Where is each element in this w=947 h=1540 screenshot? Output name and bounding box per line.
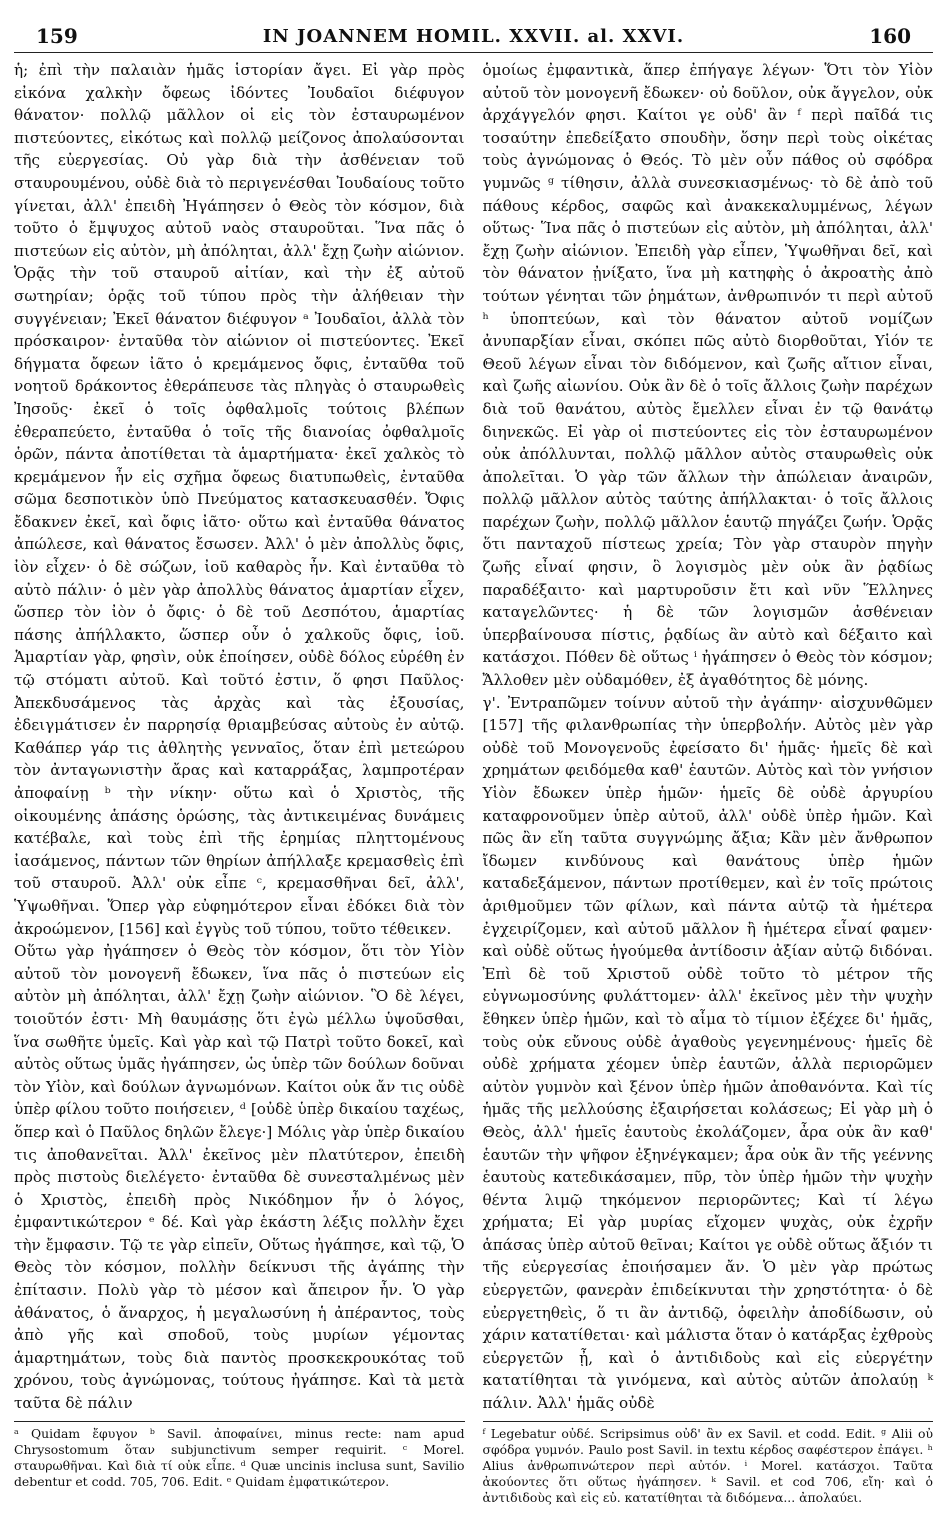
left-footnotes bbox=[14, 1421, 465, 1490]
left-page-number: 159 bbox=[36, 24, 78, 48]
right-footnote-text: ᶠ Legebatur οὐδέ. Scripsimus οὐδ' ἂν ex Savil. et codd. Edit. ᵍ Alii οὐ σφόδρα γυμνόν. Paulo post Savil. in textu κέρδος σαφέστερον ἐπάγει. ʰ Alius ἀνθρωπινώτερον περὶ αὐτόν. ⁱ Morel. κατάσχοι. Ταῦτα ἀκούοντες ὅτι οὕτως ἠγάπησεν. ᵏ Savil. et cod 706, εἴη· καὶ ὁ ἀντιδιδοὺς καὶ εἰς εὐ. κατατίθηται τὰ διδόμενα... ἀπολαύει. bbox=[482, 1425, 933, 1505]
running-header bbox=[14, 18, 933, 53]
right-paragraph-1: ὁμοίως ἐμφαντικὰ, ἅπερ ἐπήγαγε λέγων· Ὅτι τὸν Υἱὸν αὐτοῦ τὸν μονογενῆ ἔδωκεν· οὐ δοῦλον, οὐκ ἄγγελον, οὐκ ἀρχάγγελόν φησι. Καίτοι γε οὐδ' ἂν ᶠ περὶ παῖδά τις τοσαύτην ἐπεδείξατο σπουδὴν, ὅσην περὶ τοὺς οἰκέτας τοὺς ἀγνώμονας ὁ Θεός. Τὸ μὲν οὖν πάθος οὐ σφόδρα γυμνῶς ᵍ τίθησιν, ἀλλὰ συνεσκιασμένως· τὸ δὲ ἀπὸ τοῦ πάθους κέρδος, σαφῶς καὶ ἀνακεκαλυμμένως, λέγων οὕτως· Ἵνα πᾶς ὁ πιστεύων εἰς αὐτὸν, μὴ ἀπόληται, ἀλλ' ἔχῃ ζωὴν αἰώνιον. Ἐπειδὴ γὰρ εἶπεν, Ὑψωθῆναι δεῖ, καὶ τὸν θάνατον ᾐνίξατο, ἵνα μὴ κατηφὴς ὁ ἀκροατὴς ἀπὸ τούτων γένηται τῶν ῥημάτων, ἀνθρωπινόν τι περὶ αὐτοῦ ʰ ὑποπτεύων, καὶ τὸν θάνατον αὐτοῦ νομίζων ἀνυπαρξίαν εἶναι, σκόπει πῶς αὐτὸ διορθοῦται, Υἱόν τε Θεοῦ λέγων εἶναι τὸν διδόμενον, καὶ ζωῆς αἴτιον εἶναι, καὶ ζωῆς αἰωνίου. Οὐκ ἂν δὲ ὁ τοῖς ἄλλοις ζωὴν παρέχων διὰ τοῦ θανάτου, αὐτὸς ἔμελλεν εἶναι ἐν τῷ θανάτῳ διηνεκῶς. Εἰ γὰρ οἱ πιστεύοντες εἰς τὸν ἐσταυρωμένον οὐκ ἀπόλλυνται, πολλῷ μᾶλλον αὐτὸς σταυρωθεὶς οὐκ ἀπολεῖται. Ὁ γὰρ τῶν ἄλλων τὴν ἀπώλειαν ἀναιρῶν, πολλῷ μᾶλλον αὐτὸς ταύτης ἀπήλλακται· ὁ τοῖς ἄλλοις παρέχων ζωὴν, πολλῷ μᾶλλον ἑαυτῷ πηγάζει ζωήν. Ὁρᾷς ὅτι πανταχοῦ πίστεως χρεία; Τὸν γὰρ σταυρὸν πηγὴν ζωῆς εἶναί φησιν, ὃ λογισμὸς μὲν οὐκ ἂν ῥᾳδίως παραδέξαιτο· καὶ μαρτυροῦσιν ἔτι καὶ νῦν Ἕλληνες καταγελῶντες· ἡ δὲ τῶν λογισμῶν ἀσθένειαν ὑπερβαίνουσα πίστις, ῥᾳδίως ἂν αὐτὸ καὶ δέξαιτο καὶ κατάσχοι. Πόθεν δὲ οὕτως ⁱ ἠγάπησεν ὁ Θεὸς τὸν κόσμον; Ἄλλοθεν μὲν οὐδαμόθεν, ἐξ ἀγαθότητος δὲ μόνης. bbox=[482, 61, 933, 690]
left-footnote-text: ᵃ Quidam ἔφυγον ᵇ Savil. ἀποφαίνει, minus recte: nam apud Chrysostomum ὅταν subjunctivum semper requirit. ᶜ Morel. σταυρωθῆναι. Καὶ διὰ τί οὐκ εἶπε. ᵈ Quæ uncinis inclusa sunt, Savilio debentur et codd. 705, 706. Edit. ᵉ Quidam ἐμφατικώτερον. bbox=[14, 1425, 465, 1489]
right-footnotes bbox=[483, 1421, 934, 1506]
text-columns bbox=[14, 59, 933, 1506]
left-column bbox=[14, 59, 465, 1506]
right-page-number: 160 bbox=[869, 24, 911, 48]
right-paragraph-2: γ'. Ἐντραπῶμεν τοίνυν αὐτοῦ τὴν ἀγάπην· αἰσχυνθῶμεν [157] τῆς φιλανθρωπίας τὴν ὑπερβολήν. Αὐτὸς μὲν γὰρ οὐδὲ τοῦ Μονογενοῦς ἐφείσατο δι' ἡμᾶς· ἡμεῖς δὲ καὶ χρημάτων φειδόμεθα καθ' ἑαυτῶν. Αὐτὸς καὶ τὸν γνήσιον Υἱὸν ἔδωκεν ὑπὲρ ἡμῶν· ἡμεῖς δὲ οὐδὲ ἀργυρίου καταφρονοῦμεν ὑπὲρ αὐτοῦ, ἀλλ' οὐδὲ ὑπὲρ ἡμῶν. Καὶ πῶς ἂν εἴη ταῦτα συγγνώμης ἄξια; Κἂν μὲν ἄνθρωπον ἴδωμεν κινδύνους καὶ θανάτους ὑπὲρ ἡμῶν καταδεξάμενον, πάντων προτίθεμεν, καὶ ἐν τοῖς πρώτοις ἀριθμοῦμεν τῶν φίλων, καὶ πάντα αὐτῷ τὰ ἡμέτερα ἐγχειρίζομεν, καὶ αὐτοῦ μᾶλλον ἢ ἡμέτερα εἶναί φαμεν· καὶ οὐδὲ οὕτως ἡγούμεθα ἀντίδοσιν ἀξίαν αὐτῷ διδόναι. Ἐπὶ δὲ τοῦ Χριστοῦ οὐδὲ τοῦτο τὸ μέτρον τῆς εὐγνωμοσύνης φυλάττομεν· ἀλλ' ἐκεῖνος μὲν τὴν ψυχὴν ἔθηκεν ὑπὲρ ἡμῶν, καὶ τὸ αἷμα τὸ τίμιον ἐξέχεε δι' ἡμᾶς, τοὺς οὐκ εὔνους οὐδὲ ἀγαθοὺς γεγενημένους· ἡμεῖς δὲ οὐδὲ χρήματα χέομεν ὑπὲρ ἑαυτῶν, ἀλλὰ περιορῶμεν αὐτὸν γυμνὸν καὶ ξένον ὑπὲρ ἡμῶν ἀποθανόντα. Καὶ τίς ἡμᾶς τῆς μελλούσης ἐξαιρήσεται κολάσεως; Εἰ γὰρ μὴ ὁ Θεὸς, ἀλλ' ἡμεῖς ἑαυτοὺς ἐκολάζομεν, ἆρα οὐκ ἂν καθ' ἑαυτῶν τὴν ψῆφον ἐξηνέγκαμεν; ἆρα οὐκ ἂν τῆς γεέννης ἑαυτοὺς κατεδικάσαμεν, πῦρ, τὸν ὑπὲρ ἡμῶν τὴν ψυχὴν θέντα λιμῷ τηκόμενον περιορῶντες; Καὶ τί λέγω χρήματα; Εἰ γὰρ μυρίας εἴχομεν ψυχὰς, οὐκ ἐχρῆν ἁπάσας ὑπὲρ αὐτοῦ θεῖναι; Καίτοι γε οὐδὲ οὕτως ἄξιόν τι τῆς εὐεργεσίας ἐποιήσαμεν ἄν. Ὁ μὲν γὰρ πρώτως εὐεργετῶν, φανερὰν ἐπιδείκνυται τὴν χρηστότητα· ὁ δὲ εὐεργετηθεὶς, ὅ τι ἂν ἀντιδῷ, ὀφειλὴν ἀποδίδωσιν, οὐ χάριν κατατίθεται· καὶ μάλιστα ὅταν ὁ κατάρξας ἐχθροὺς εὐεργετῶν ᾖ, καὶ ὁ ἀντιδιδοὺς καὶ εἰς εὐεργέτην κατατίθηται τὰ γινόμενα, καὶ αὐτὸς αὐτῶν ἀπολαύῃ ᵏ πάλιν. Ἀλλ' ἡμᾶς οὐδὲ bbox=[482, 693, 933, 1413]
left-paragraph-1: ἡ; ἐπὶ τὴν παλαιὰν ἡμᾶς ἱστορίαν ἄγει. Εἰ γὰρ πρὸς εἰκόνα χαλκὴν ὄφεως ἰδόντες Ἰουδαῖοι διέφυγον θάνατον· πολλῷ μᾶλλον οἱ εἰς τὸν ἐσταυρωμένον πιστεύοντες, εἰκότως καὶ πολλῷ μείζονος ἀπολαύσονται τῆς εὐεργεσίας. Οὐ γὰρ διὰ τὴν ἀσθένειαν τοῦ σταυρουμένου, οὐδὲ διὰ τὸ περιγενέσθαι Ἰουδαίους τοῦτο γίνεται, ἀλλ' ἐπειδὴ Ἠγάπησεν ὁ Θεὸς τὸν κόσμον, διὰ τοῦτο ὁ ἔμψυχος αὐτοῦ ναὸς σταυροῦται. Ἵνα πᾶς ὁ πιστεύων εἰς αὐτὸν, μὴ ἀπόληται, ἀλλ' ἔχῃ ζωὴν αἰώνιον. Ὁρᾷς τὴν τοῦ σταυροῦ αἰτίαν, καὶ τὴν ἐξ αὐτοῦ σωτηρίαν; ὁρᾷς τοῦ τύπου πρὸς τὴν ἀλήθειαν τὴν συγγένειαν; Ἐκεῖ θάνατον διέφυγον ᵃ Ἰουδαῖοι, ἀλλὰ τὸν πρόσκαιρον· ἐνταῦθα τὸν αἰώνιον οἱ πιστεύοντες. Ἐκεῖ δήγματα ὄφεων ἰᾶτο ὁ κρεμάμενος ὄφις, ἐνταῦθα τοῦ νοητοῦ δράκοντος ἐθεράπευσε τὰς πληγὰς ὁ σταυρωθεὶς Ἰησοῦς· ἐκεῖ ὁ τοῖς ὀφθαλμοῖς τούτοις βλέπων ἐθεραπεύετο, ἐνταῦθα ὁ τοῖς τῆς διανοίας ὀφθαλμοῖς ὁρῶν, πάντα ἀποτίθεται τὰ ἁμαρτήματα· ἐκεῖ χαλκὸς τὸ κρεμάμενον ἦν εἰς σχῆμα ὄφεως διατυπωθεὶς, ἐνταῦθα σῶμα δεσποτικὸν ὑπὸ Πνεύματος κατασκευασθέν. Ὄφις ἔδακνεν ἐκεῖ, καὶ ὄφις ἰᾶτο· οὕτω καὶ ἐνταῦθα θάνατος ἀπώλεσε, καὶ θάνατος ἔσωσεν. Ἀλλ' ὁ μὲν ἀπολλὺς ὄφις, ἰὸν εἶχεν· ὁ δὲ σώζων, ἰοῦ καθαρὸς ἦν. Καὶ ἐνταῦθα τὸ αὐτὸ πάλιν· ὁ μὲν γὰρ ἀπολλὺς θάνατος ἁμαρτίαν εἶχεν, ὥσπερ τὸν ἰὸν ὁ ὄφις· ὁ δὲ τοῦ Δεσπότου, ἁμαρτίας πάσης ἀπήλλακτο, ὥσπερ οὖν ὁ χαλκοῦς ὄφις, ἰοῦ. Ἁμαρτίαν γὰρ, φησὶν, οὐκ ἐποίησεν, οὐδὲ δόλος εὑρέθη ἐν τῷ στόματι αὐτοῦ. Καὶ τοῦτό ἐστιν, ὅ φησι Παῦλος· Ἀπεκδυσάμενος τὰς ἀρχὰς καὶ τὰς ἐξουσίας, ἐδειγμάτισεν ἐν παρρησίᾳ θριαμβεύσας αὐτοὺς ἐν αὐτῷ. Καθάπερ γάρ τις ἀθλητὴς γενναῖος, ὅταν ἐπὶ μετεώρου τὸν ἀνταγωνιστὴν ἄρας καὶ καταρράξας, λαμπροτέραν ἀποφαίνῃ ᵇ τὴν νίκην· οὕτω καὶ ὁ Χριστὸς, τῆς οἰκουμένης ἁπάσης ὁρώσης, τὰς ἀντικειμένας δυνάμεις κατέβαλε, καὶ τοὺς ἐπὶ τῆς ἐρημίας πληττομένους ἰασάμενος, πάντων τῶν θηρίων ἀπήλλαξε κρεμασθεὶς ἐπὶ τοῦ σταυροῦ. Ἀλλ' οὐκ εἶπε ᶜ, κρεμασθῆναι δεῖ, ἀλλ', Ὑψωθῆναι. Ὅπερ γὰρ εὐφημότερον εἶναι ἐδόκει διὰ τὸν ἀκροώμενον, [156] καὶ ἐγγὺς τοῦ τύπου, τοῦτο τέθεικεν. bbox=[14, 61, 465, 938]
right-column bbox=[483, 59, 934, 1506]
left-paragraph-2: Οὕτω γὰρ ἠγάπησεν ὁ Θεὸς τὸν κόσμον, ὅτι τὸν Υἱὸν αὐτοῦ τὸν μονογενῆ ἔδωκεν, ἵνα πᾶς ὁ πιστεύων εἰς αὐτὸν μὴ ἀπόληται, ἀλλ' ἔχῃ ζωὴν αἰώνιον. Ὃ δὲ λέγει, τοιοῦτόν ἐστι· Μὴ θαυμάσῃς ὅτι ἐγὼ μέλλω ὑψοῦσθαι, ἵνα σωθῆτε ὑμεῖς. Καὶ γὰρ καὶ τῷ Πατρὶ τοῦτο δοκεῖ, καὶ αὐτὸς οὕτως ὑμᾶς ἠγάπησεν, ὡς ὑπὲρ τῶν δούλων δοῦναι τὸν Υἱὸν, καὶ δούλων ἀγνωμόνων. Καίτοι οὐκ ἄν τις οὐδὲ ὑπὲρ φίλου τοῦτο ποιήσειεν, ᵈ [οὐδὲ ὑπὲρ δικαίου ταχέως, ὅπερ καὶ ὁ Παῦλος δηλῶν ἔλεγε·] Μόλις γὰρ ὑπὲρ δικαίου τις ἀποθανεῖται. Ἀλλ' ἐκεῖνος μὲν πλατύτερον, ἐπειδὴ πρὸς πιστοὺς διελέγετο· ἐνταῦθα δὲ συνεσταλμένως μὲν ὁ Χριστὸς, ἐπειδὴ πρὸς Νικόδημον ἦν ὁ λόγος, ἐμφαντικώτερον ᵉ δέ. Καὶ γὰρ ἑκάστη λέξις πολλὴν ἔχει τὴν ἔμφασιν. Τῷ τε γὰρ εἰπεῖν, Οὕτως ἠγάπησε, καὶ τῷ, Ὁ Θεὸς τὸν κόσμον, πολλὴν δείκνυσι τῆς ἀγάπης τὴν ἐπίτασιν. Πολὺ γὰρ τὸ μέσον καὶ ἄπειρον ἦν. Ὁ γὰρ ἀθάνατος, ὁ ἄναρχος, ἡ μεγαλωσύνη ἡ ἀπέραντος, τοὺς ἀπὸ γῆς καὶ σποδοῦ, τοὺς μυρίων γέμοντας ἁμαρτημάτων, τοὺς διὰ παντὸς προσκεκρουκότας τοῦ χρόνου, τοὺς ἀγνώμονας, τούτους ἠγάπησε. Καὶ τὰ μετὰ ταῦτα δὲ πάλιν bbox=[14, 942, 465, 1413]
running-title: IN JOANNEM HOMIL. XXVII. al. XXVI. bbox=[262, 26, 685, 47]
